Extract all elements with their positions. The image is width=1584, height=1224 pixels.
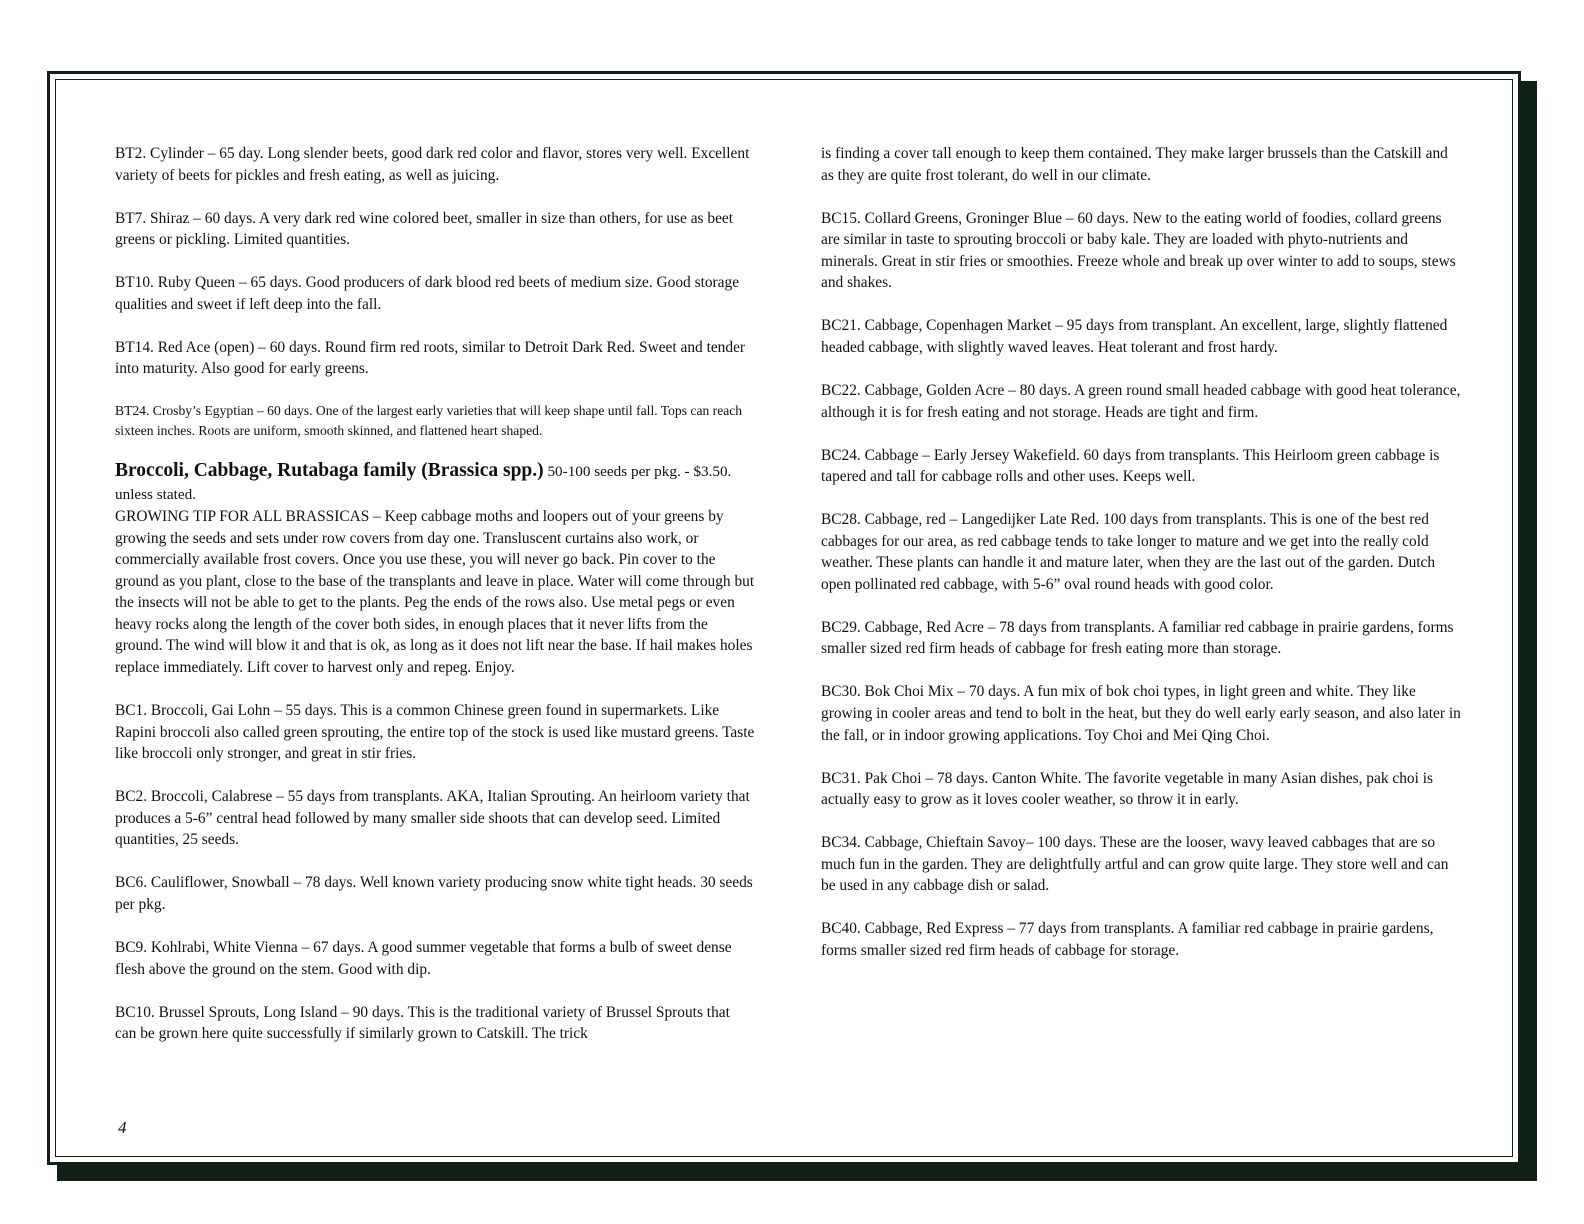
page-number: 4 (118, 1118, 127, 1137)
seed-entry-bt10: BT10. Ruby Queen – 65 days. Good producers of dark blood red beets of medium size. Good storage qualities and sweet if left deep into the fall. (115, 274, 740, 313)
right-column (821, 143, 1461, 983)
growing-tip: GROWING TIP FOR ALL BRASSICAS – Keep cabbage moths and loopers out of your greens by growing the seeds and sets under row covers from day one. Transluscent curtains also work, or commercially available frost covers. Once you use these, you will never go back. Pin cover to the ground as you plant, close to the base of the transplants and leave in place. Water will come through but the insects will not be able to get to the plants. Peg the ends of the rows also. Use metal pegs or even heavy rocks along the length of the cover both sides, in enough places that it never lifts from the ground. The wind will blow it and that is ok, as long as it does not lift near the base. If hail makes holes replace immediately. Lift cover to harvest only and repeg. Enjoy. (115, 507, 755, 677)
section-heading-block (115, 458, 755, 506)
seed-entry-bc29: BC29. Cabbage, Red Acre – 78 days from transplants. A familiar red cabbage in prairie gardens, forms smaller sized red firm heads of cabbage for fresh eating more than storage. (821, 618, 1454, 658)
seed-entry-bt14: BT14. Red Ace (open) – 60 days. Round firm red roots, similar to Detroit Dark Red. Sweet and tender into maturity. Also good for early greens. (115, 338, 746, 378)
seed-entry-bc24: BC24. Cabbage – Early Jersey Wakefield. 60 days from transplants. This Heirloom green cabbage is tapered and tall for cabbage rolls and other uses. Keeps well. (821, 446, 1440, 486)
seed-entry-bc40: BC40. Cabbage, Red Express – 77 days from transplants. A familiar red cabbage in prairie gardens, forms smaller sized red firm heads of cabbage for storage. (821, 920, 1434, 959)
seed-entry-bc6: BC6. Cauliflower, Snowball – 78 days. Well known variety producing snow white tight heads. 30 seeds per pkg. (115, 874, 753, 913)
seed-entry-bc9: BC9. Kohlrabi, White Vienna – 67 days. A good summer vegetable that forms a bulb of sweet dense flesh above the ground on the stem. Good with dip. (115, 938, 732, 978)
seed-entry-bt2: BT2. Cylinder – 65 day. Long slender beets, good dark red color and flavor, stores very well. Excellent variety of beets for pickles and fresh eating, as well as juicing. (115, 145, 750, 184)
seed-entry-bc21: BC21. Cabbage, Copenhagen Market – 95 days from transplant. An excellent, large, slightly flattened headed cabbage, with slightly waved leaves. Heat tolerant and frost hardy. (821, 317, 1448, 356)
seed-entry-bc1: BC1. Broccoli, Gai Lohn – 55 days. This is a common Chinese green found in supermarkets. Like Rapini broccoli also called green sprouting, the entire top of the stock is used like mustard greens. Taste like broccoli only stronger, and great in stir fries. (115, 702, 755, 763)
seed-entry-bc28: BC28. Cabbage, red – Langedijker Late Red. 100 days from transplants. This is one of the best red cabbages for our area, as red cabbage tends to take longer to mature and we get into the really cold weather. These plants can handle it and mature later, when they are the last out of the garden. Dutch open pollinated red cabbage, with 5-6” oval round heads with good color. (821, 511, 1436, 593)
seed-entry-bc15: BC15. Collard Greens, Groninger Blue – 60 days. New to the eating world of foodies, collard greens are similar in taste to sprouting broccoli or baby kale. They are loaded with phyto-nutrients and minerals. Great in stir fries or smoothies. Freeze whole and break up over winter to add to soups, stews and shakes. (821, 209, 1456, 292)
seed-entry-bc22: BC22. Cabbage, Golden Acre – 80 days. A green round small headed cabbage with good heat tolerance, although it is for fresh eating and not storage. Heads are tight and firm. (821, 381, 1461, 421)
seed-entry-bc30: BC30. Bok Choi Mix – 70 days. A fun mix of bok choi types, in light green and white. They like growing in cooler areas and tend to bolt in the heat, but they do well early early season, and also later in the fall, or in indoor growing applications. Toy Choi and Mei Qing Choi. (821, 683, 1461, 744)
left-column (115, 143, 755, 1066)
seed-entry-bt7: BT7. Shiraz – 60 days. A very dark red wine colored beet, smaller in size than others, for use as beet greens or pickling. Limited quantities. (115, 209, 734, 249)
section-heading: Broccoli, Cabbage, Rutabaga family (Brassica spp.) (115, 460, 544, 482)
seed-entry-bc31: BC31. Pak Choi – 78 days. Canton White. The favorite vegetable in many Asian dishes, pak choi is actually easy to grow as it loves cooler weather, so throw it in early. (821, 769, 1433, 809)
seed-entry-bc10-continued: is finding a cover tall enough to keep them contained. They make larger brussels than the Catskill and as they are quite frost tolerant, do well in our climate. (821, 145, 1448, 184)
section-price-note: 50-100 seeds per pkg. - $3.50. unless stated. (115, 463, 732, 504)
seed-entry-bc10: BC10. Brussel Sprouts, Long Island – 90 days. This is the traditional variety of Brussel Sprouts that can be grown here quite successfully if similarly grown to Catskill. The trick (115, 1003, 730, 1043)
seed-entry-bc34: BC34. Cabbage, Chieftain Savoy– 100 days. These are the looser, wavy leaved cabbages that are so much fun in the garden. They are delightfully artful and can grow quite large. They store well and can be used in any cabbage dish or salad. (821, 834, 1449, 895)
seed-entry-bc2: BC2. Broccoli, Calabrese – 55 days from transplants. AKA, Italian Sprouting. An heirloom variety that produces a 5-6” central head followed by many smaller side shoots that can develop seed. Limited quantities, 25 seeds. (115, 788, 750, 849)
seed-entry-bt24: BT24. Crosby’s Egyptian – 60 days. One of the largest early varieties that will keep shape until fall. Tops can reach sixteen inches. Roots are uniform, smooth skinned, and flattened heart shaped. (115, 403, 743, 439)
